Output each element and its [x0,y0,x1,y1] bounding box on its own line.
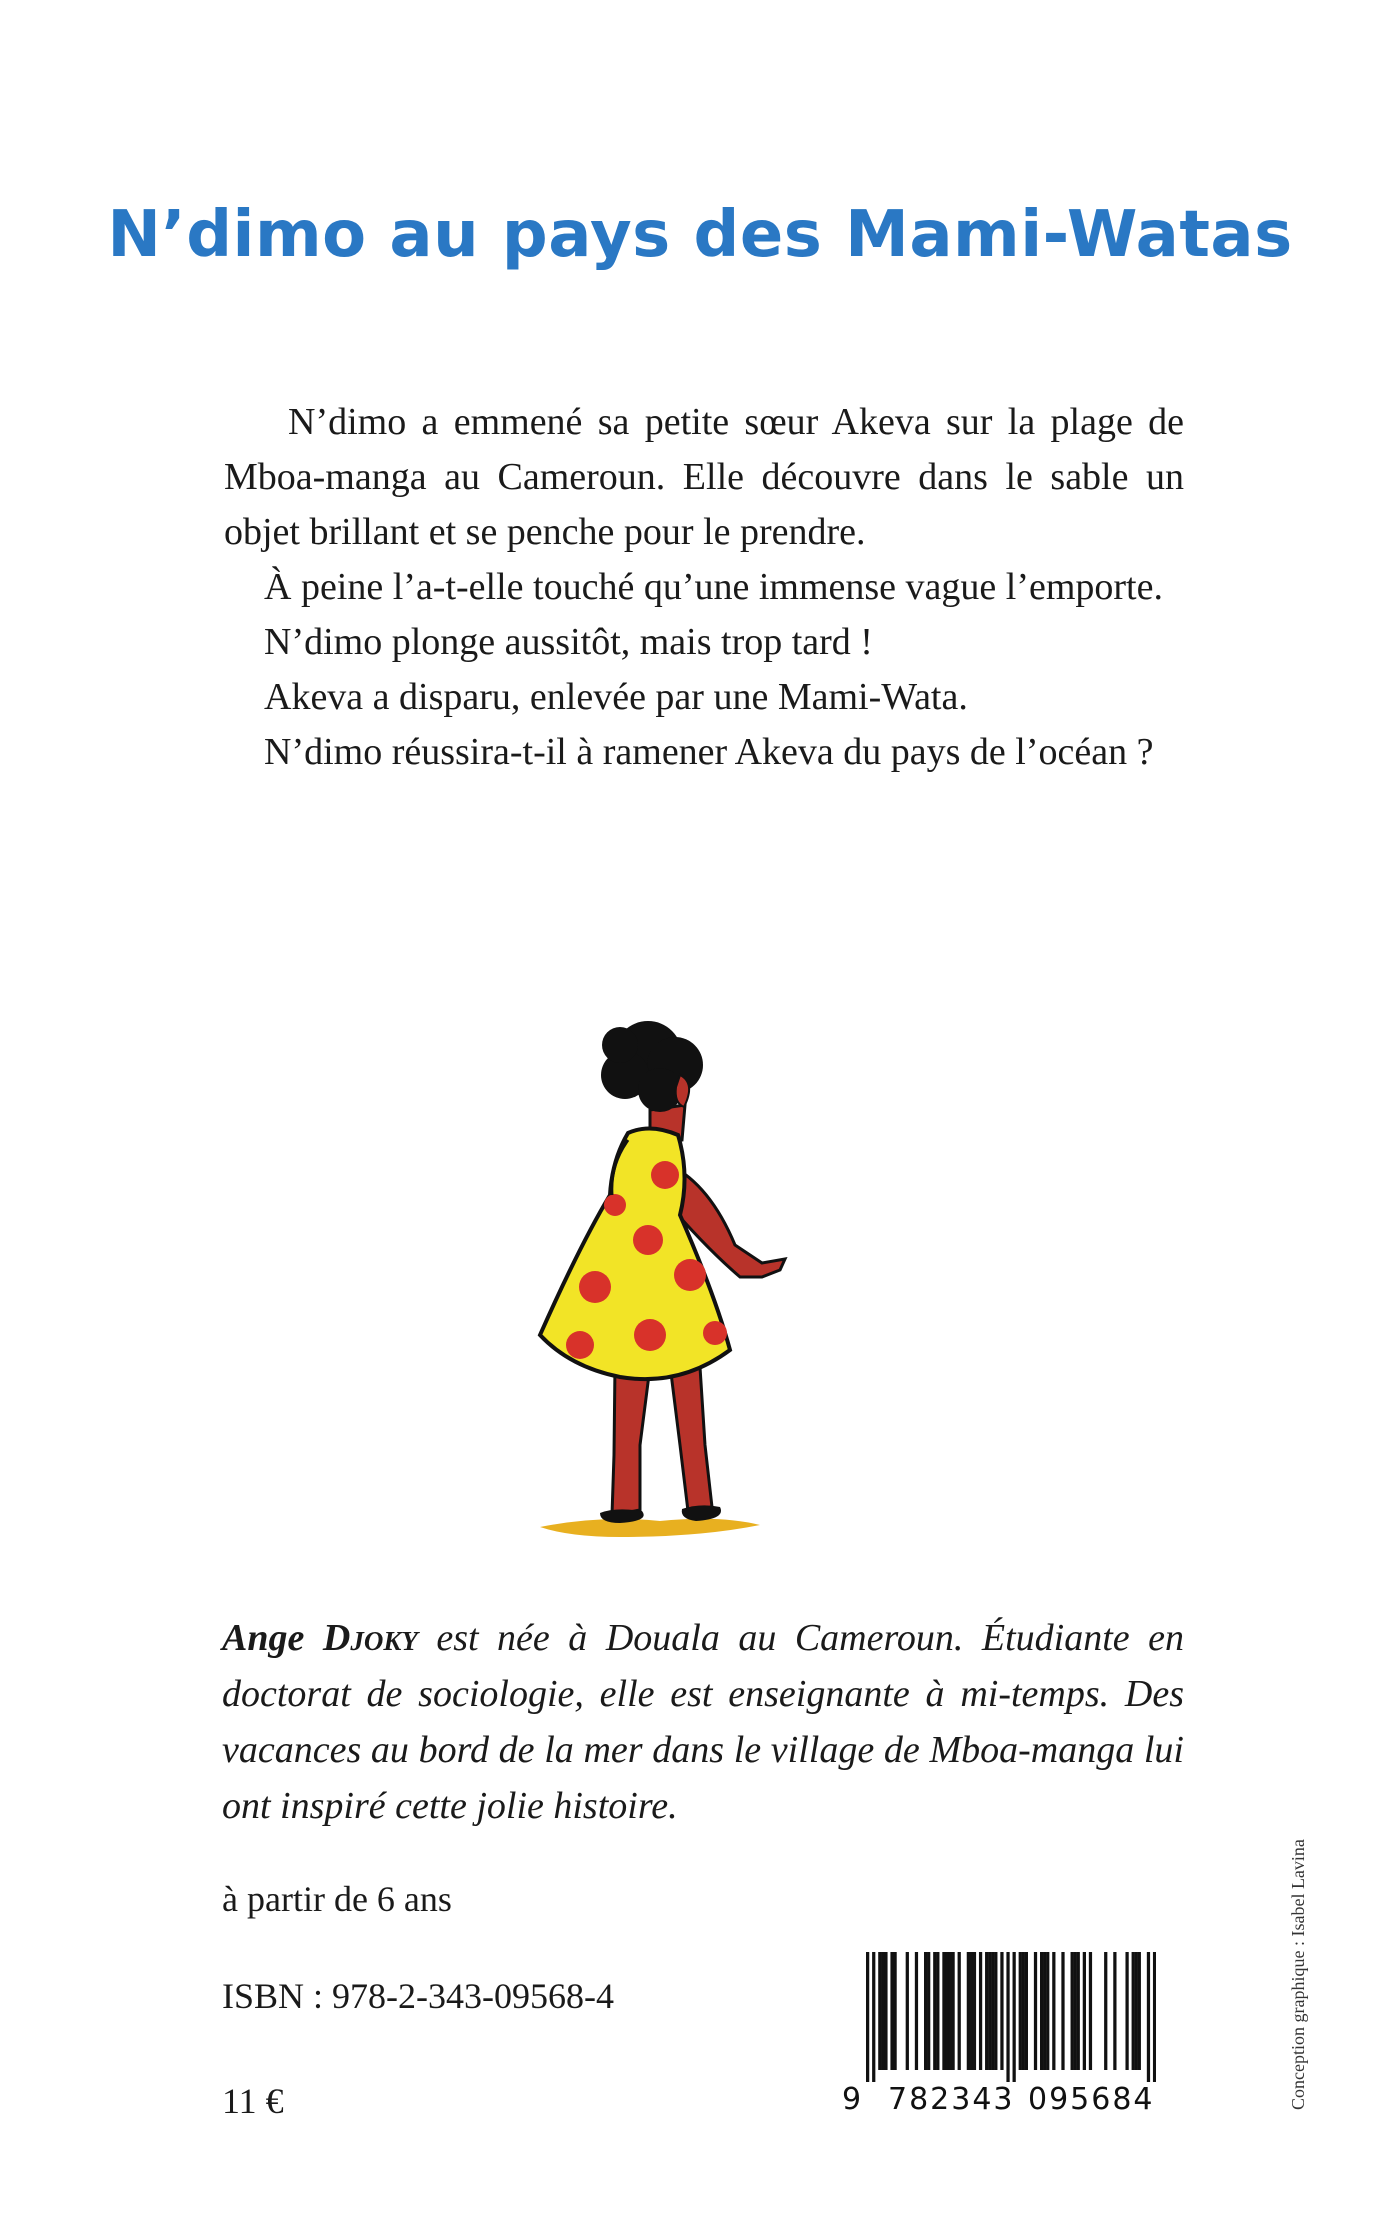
barcode-bar [951,1952,954,2070]
barcode-bar [1125,1952,1128,2070]
barcode-bar [866,1952,869,2082]
barcode-bar [933,1952,936,2070]
design-credit: Conception graphique : Isabel Lavina [1288,1839,1308,2110]
blurb-paragraph: Akeva a disparu, enlevée par une Mami-Wata. [264,676,968,718]
author-name: Ange Djoky [222,1617,418,1659]
barcode-bar [994,1952,997,2070]
barcode: 9 782343 095684 [838,1948,1180,2128]
back-cover-blurb [224,395,1184,780]
blurb-paragraph: À peine l’a-t-elle touché qu’une immense vague l’emporte. [264,566,1163,608]
barcode-bar [979,1952,982,2070]
barcode-bar [924,1952,927,2070]
barcode-bar [906,1952,909,2070]
barcode-bar [942,1952,945,2070]
isbn: ISBN : 978-2-343-09568-4 [222,1976,614,2016]
barcode-bar [1061,1952,1064,2070]
left-leg [612,1365,650,1515]
barcode-bar [872,1952,875,2082]
barcode-bar [1052,1952,1055,2070]
barcode-bar [890,1952,893,2070]
barcode-bar [1071,1952,1074,2070]
age-recommendation: à partir de 6 ans [222,1879,452,1919]
barcode-bar [1077,1952,1080,2070]
ground-shadow [540,1519,760,1537]
barcode-bar [927,1952,930,2070]
barcode-bar [1153,1952,1156,2082]
barcode-bar [967,1952,970,2070]
barcode-bar [948,1952,951,2070]
barcode-bar [1083,1952,1086,2070]
barcode-bar [1089,1952,1092,2070]
barcode-bar [1006,1952,1009,2082]
barcode-bar [973,1952,976,2070]
barcode-bar [1113,1952,1116,2070]
barcode-bar [915,1952,918,2070]
barcode-bar [936,1952,939,2070]
barcode-bar [1104,1952,1107,2070]
barcode-bar [1147,1952,1150,2082]
barcode-bar [1034,1952,1037,2070]
barcode-bar [1000,1952,1003,2070]
blurb-paragraph: N’dimo réussira-t-il à ramener Akeva du pays de l’océan ? [264,731,1154,773]
book-title: N’dimo au pays des Mami-Watas [107,197,1293,272]
barcode-bar [878,1952,881,2070]
barcode-bar [970,1952,973,2070]
barcode-bar [1074,1952,1077,2070]
barcode-bar [1132,1952,1135,2070]
barcode-bar [988,1952,991,2070]
barcode-bar [1043,1952,1046,2070]
barcode-bar [945,1952,948,2070]
blurb-paragraph: N’dimo a emmené sa petite sœur Akeva sur la plage de Mboa-manga au Cameroun. Elle découvre dans le sable un objet brillant et se penche pour le prendre. [224,401,1184,553]
barcode-bar [1013,1952,1016,2082]
right-leg [670,1365,712,1511]
barcode-bar [991,1952,994,2070]
barcode-bar [1040,1952,1043,2070]
price: 11 € [222,2081,284,2121]
barcode-bars [866,1952,1156,2082]
girl-illustration [500,1015,820,1545]
barcode-bar [881,1952,884,2070]
barcode-bar [1022,1952,1025,2070]
barcode-bar [1025,1952,1028,2070]
author-bio [222,1610,1184,1834]
barcode-bar [958,1952,961,2070]
barcode-bar [1046,1952,1049,2070]
barcode-bar [1135,1952,1138,2070]
blurb-paragraph: N’dimo plonge aussitôt, mais trop tard ! [264,621,873,663]
barcode-bar [1019,1952,1022,2070]
author-bio-text: est née à Douala au Cameroun. Étudiante en doctorat de sociologie, elle est enseignante à mi-temps. Des vacances au bord de la mer dans le village de Mboa-manga lui ont inspiré cette jolie histoire. [222,1617,1185,1827]
barcode-bar [884,1952,887,2070]
barcode-bar [985,1952,988,2070]
barcode-bar [893,1952,896,2070]
barcode-bar [1138,1952,1141,2070]
